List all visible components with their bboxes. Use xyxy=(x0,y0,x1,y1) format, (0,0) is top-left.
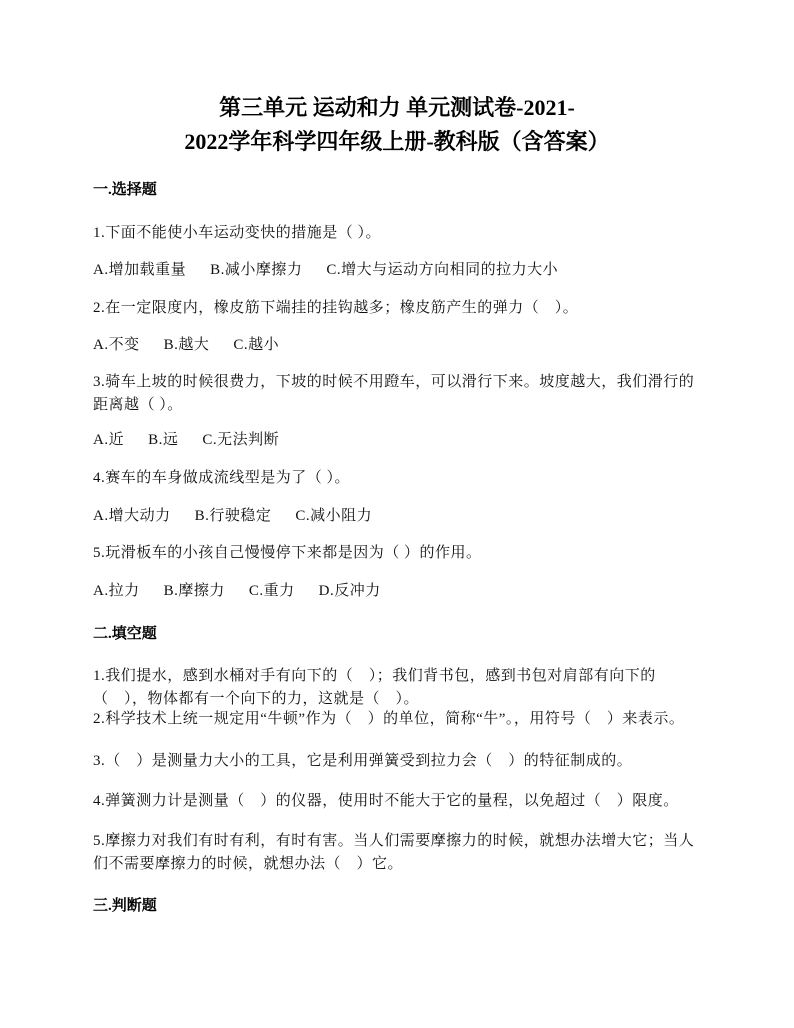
section-heading-fill-in: 二.填空题 xyxy=(93,626,157,642)
option-b: B.减小摩擦力 xyxy=(210,262,303,278)
option-c: C.重力 xyxy=(248,583,295,599)
choice-options-5 xyxy=(93,580,703,602)
fill-in-question-2: 2.科学技术上统一规定用“牛顿”作为（ ）的单位，简称“牛”。，用符号（ ）来表示。 xyxy=(93,711,685,727)
document-title-line-1: 第三单元 运动和力 单元测试卷-2021- xyxy=(219,95,575,120)
option-a: A.不变 xyxy=(93,337,140,353)
option-d: D.反冲力 xyxy=(318,583,381,599)
choice-question-3: 3.骑车上坡的时候很费力，下坡的时候不用蹬车，可以滑行下来。坡度越大，我们滑行的距离越（ ）。 xyxy=(93,374,695,413)
fill-in-question-3: 3.（ ）是测量力大小的工具，它是利用弹簧受到拉力会（ ）的特征制成的。 xyxy=(93,753,633,769)
option-a: A.增大动力 xyxy=(93,508,171,524)
option-b: B.远 xyxy=(148,432,179,448)
option-a: A.近 xyxy=(93,432,125,448)
option-b: B.行驶稳定 xyxy=(194,508,272,524)
document-title-line-2: 2022学年科学四年级上册-教科版（含答案） xyxy=(184,129,610,154)
choice-options-4 xyxy=(93,505,703,527)
option-b: B.越大 xyxy=(163,337,210,353)
choice-options-1 xyxy=(93,259,703,281)
choice-options-3 xyxy=(93,429,703,451)
fill-in-question-4: 4.弹簧测力计是测量（ ）的仪器，使用时不能大于它的量程，以免超过（ ）限度。 xyxy=(93,793,679,809)
section-heading-true-false: 三.判断题 xyxy=(93,898,157,914)
choice-question-2: 2.在一定限度内，橡皮筋下端挂的挂钩越多；橡皮筋产生的弹力（ ）。 xyxy=(93,300,579,316)
option-c: C.增大与运动方向相同的拉力大小 xyxy=(326,262,559,278)
option-c: C.越小 xyxy=(233,337,280,353)
option-a: A.拉力 xyxy=(93,583,140,599)
option-c: C.无法判断 xyxy=(202,432,280,448)
fill-in-question-5: 5.摩擦力对我们有时有利，有时有害。当人们需要摩擦力的时候，就想办法增大它；当人们不需要摩擦力的时候，就想办法（ ）它。 xyxy=(93,833,695,872)
choice-options-2 xyxy=(93,334,703,356)
section-heading-choice: 一.选择题 xyxy=(93,182,157,198)
option-c: C.减小阻力 xyxy=(295,508,373,524)
option-a: A.增加载重量 xyxy=(93,262,187,278)
choice-question-1: 1.下面不能使小车运动变快的措施是（ ）。 xyxy=(93,225,382,241)
fill-in-question-1: 1.我们提水，感到水桶对手有向下的（ ）；我们背书包，感到书包对肩部有向下的（ ），物体都有一个向下的力，这就是（ ）。 xyxy=(93,668,656,707)
choice-question-5: 5.玩滑板车的小孩自己慢慢停下来都是因为（ ）的作用。 xyxy=(93,545,482,561)
option-b: B.摩擦力 xyxy=(163,583,225,599)
choice-question-4: 4.赛车的车身做成流线型是为了（ ）。 xyxy=(93,470,351,486)
